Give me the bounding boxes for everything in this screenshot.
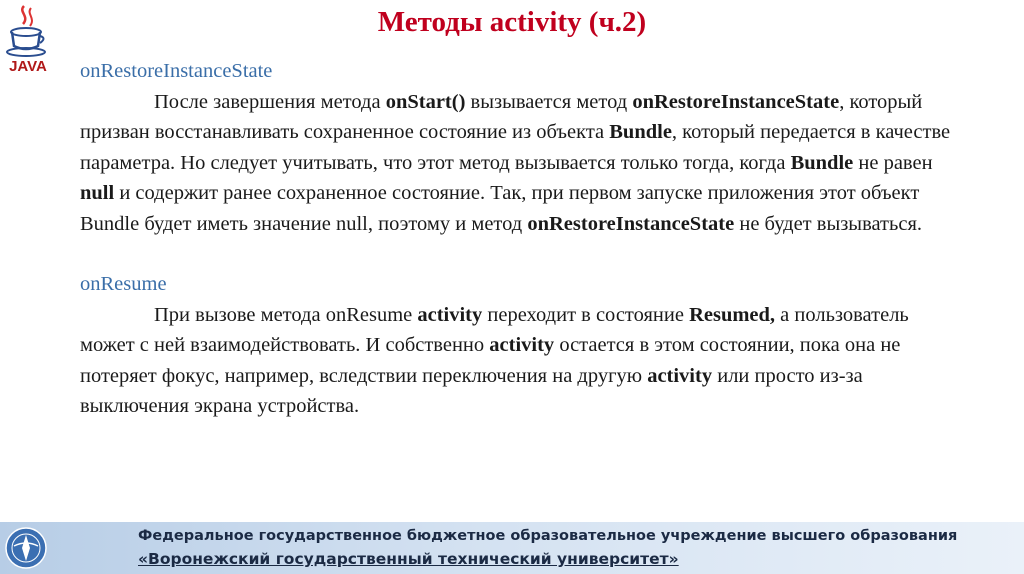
section-heading-onresume: onResume: [80, 273, 167, 295]
java-logo-text: JAVA: [9, 58, 47, 75]
section-heading-onrestoreinstancestate: onRestoreInstanceState: [80, 60, 273, 82]
footer-bar: [0, 522, 1024, 574]
footer-university-name: «Воронежский государственный технический университет»: [138, 550, 679, 568]
footer-institution-type: Федеральное государственное бюджетное образовательное учреждение высшего образования: [138, 528, 958, 544]
paragraph-onresume: При вызове метода onResume activity переходит в состояние Resumed, а пользователь может с ней взаимодействовать. И собственно activity остается в этом состоянии, пока она не потеряет фокус, например, вследствии переключения на другую activity или просто из-за выключения экрана устройства.: [80, 303, 909, 417]
paragraph-onrestoreinstancestate: После завершения метода onStart() вызывается метод onRestoreInstanceState, который призван восстанавливать сохраненное состояние из объекта Bundle, который передается в качестве параметра. Но следует учитывать, что этот метод вызывается только тогда, когда Bundle не равен null и содержит ранее сохраненное состояние. Так, при первом запуске приложения этот объект Bundle будет иметь значение null, поэтому и метод onRestoreInstanceState не будет вызываться.: [80, 90, 951, 235]
university-emblem-icon: [4, 526, 48, 570]
slide-title: Методы activity (ч.2): [377, 6, 647, 38]
slide-content: [80, 56, 960, 422]
